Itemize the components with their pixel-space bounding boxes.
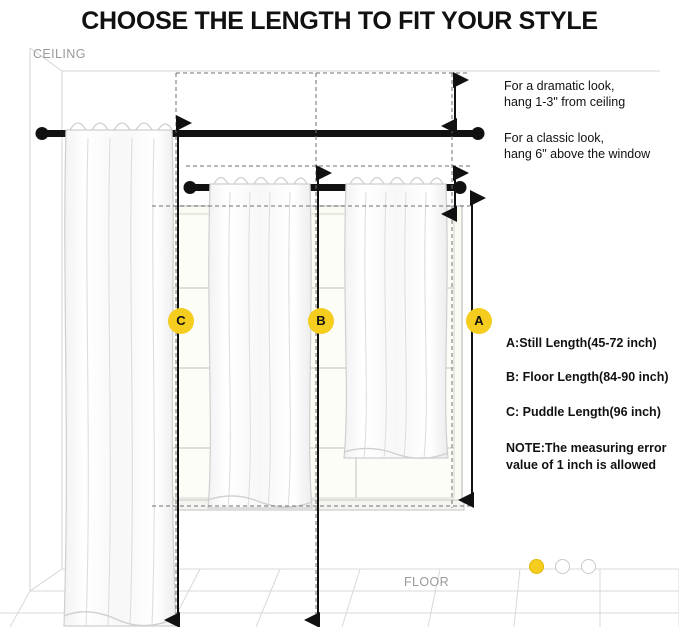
legend-note-line2: value of 1 inch is allowed xyxy=(506,458,657,472)
legend-note xyxy=(506,440,676,474)
legend-sill-length: A:Still Length(45-72 inch) xyxy=(506,336,657,350)
legend-note-line1: NOTE:The measuring error xyxy=(506,441,667,455)
badge-c: C xyxy=(168,308,194,334)
carousel-dots xyxy=(529,559,613,577)
callout-classic xyxy=(504,130,650,162)
badge-a: A xyxy=(466,308,492,334)
badge-b: B xyxy=(308,308,334,334)
page-title: CHOOSE THE LENGTH TO FIT YOUR STYLE xyxy=(81,7,598,35)
ceiling-label: CEILING xyxy=(33,47,86,61)
carousel-dot-3[interactable] xyxy=(581,559,596,574)
callout-dramatic-line1: For a dramatic look, xyxy=(504,79,615,93)
callout-dramatic xyxy=(504,78,625,110)
legend-puddle-length: C: Puddle Length(96 inch) xyxy=(506,405,661,419)
callout-classic-line1: For a classic look, xyxy=(504,131,605,145)
carousel-dot-1[interactable] xyxy=(529,559,544,574)
callout-classic-line2: hang 6" above the window xyxy=(504,147,651,161)
floor-label: FLOOR xyxy=(404,575,450,589)
curtain-length-diagram xyxy=(0,38,679,627)
carousel-dot-2[interactable] xyxy=(555,559,570,574)
callout-dramatic-line2: hang 1-3" from ceiling xyxy=(504,95,626,109)
legend-floor-length: B: Floor Length(84-90 inch) xyxy=(506,370,669,384)
